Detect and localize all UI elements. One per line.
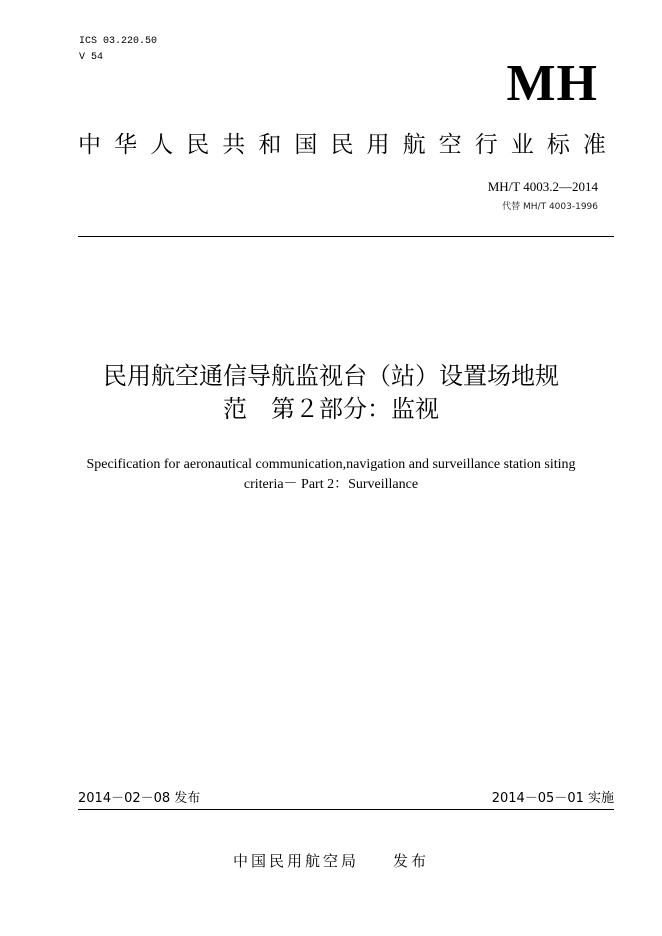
ics-code: ICS 03.220.50 [79,36,158,47]
standard-name-char: 用 [366,132,390,158]
mh-logo: MH [506,55,598,112]
standard-name-char: 和 [258,132,282,158]
standard-name-char: 华 [114,132,138,158]
standard-name-char: 民 [330,132,354,158]
top-divider [78,236,614,237]
issuer-line [0,850,662,872]
standard-name-char: 国 [294,132,318,158]
standard-name-char: 民 [186,132,210,158]
standard-name-char: 行 [474,132,498,158]
title-zh-line-1: 民用航空通信导航监视台（站）设置场地规 [103,362,559,390]
standard-name-char: 航 [402,132,426,158]
document-title-zh [40,360,622,426]
classification-block [79,34,157,66]
standard-code: MH/T 4003.2—2014 [487,179,598,194]
standard-name-char: 准 [582,132,606,158]
standard-name-char: 空 [438,132,462,158]
implement-date: 2014－05－01 实施 [491,791,614,806]
standard-name-char: 人 [150,132,174,158]
issue-date: 2014－02－08 发布 [78,791,201,806]
bottom-divider [78,809,614,810]
standard-name-char: 业 [510,132,534,158]
title-en-line-2: criteria－ Part 2：Surveillance [243,477,419,492]
title-zh-line-2: 范 第２部分：监视 [223,395,439,423]
replaces-note: 代替 MH/T 4003-1996 [502,202,598,212]
standard-type-name [78,128,606,162]
dates-row [78,790,614,808]
standard-name-char: 共 [222,132,246,158]
document-title-en [40,455,622,495]
standard-name-char: 标 [546,132,570,158]
issuer-action: 发布 [393,852,430,870]
title-en-line-1: Specification for aeronautical communication,navigation and surveillance station siting [86,457,576,472]
issuer-name: 中国民用航空局 [232,852,359,870]
standard-name-char: 中 [78,132,101,158]
ccs-code: V 54 [79,52,104,63]
